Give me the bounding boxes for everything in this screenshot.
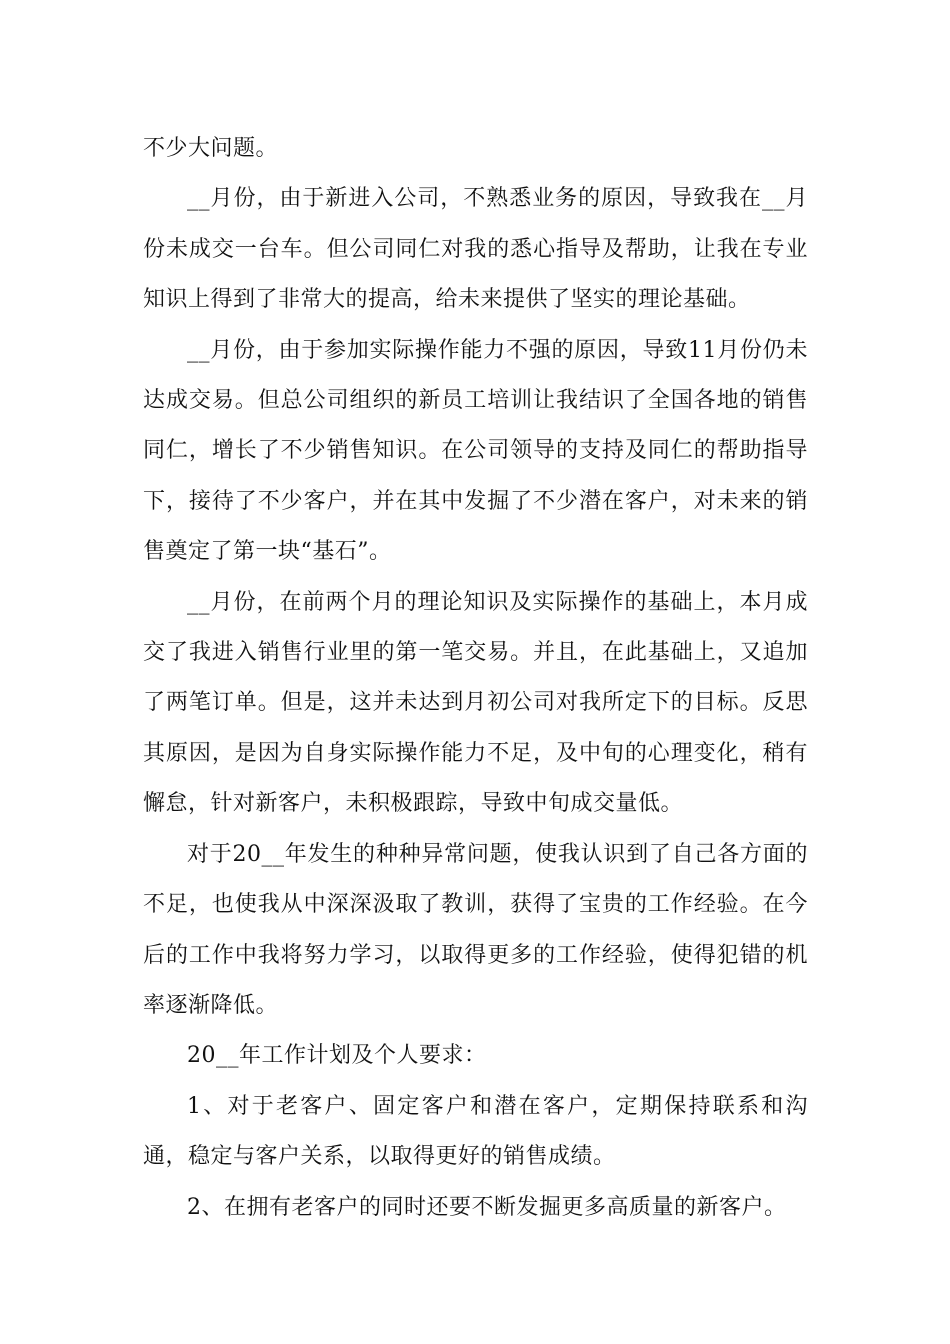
paragraph-1: 不少大问题。 <box>143 136 279 161</box>
paragraph-3: __月份，由于参加实际操作能力不强的原因，导致11月份仍未达成交易。但总公司组织的新员工培训让我结识了全国各地的销售同仁，增长了不少销售知识。在公司领导的支持及同仁的帮助指导下，接待了不少客户，并在其中发掘了不少潜在客户，对未来的销售奠定了第一块“基石”。 <box>143 337 808 565</box>
list-item-1: 1、对于老客户、固定客户和潜在客户，定期保持联系和沟通，稳定与客户关系，以取得更好的销售成绩。 <box>143 1093 808 1170</box>
document-body <box>143 124 808 1233</box>
paragraph-4: __月份，在前两个月的理论知识及实际操作的基础上，本月成交了我进入销售行业里的第一笔交易。并且，在此基础上，又追加了两笔订单。但是，这并未达到月初公司对我所定下的目标。反思其原因，是因为自身实际操作能力不足，及中旬的心理变化，稍有懈怠，针对新客户，未积极跟踪，导致中旬成交量低。 <box>143 589 808 817</box>
list-item-2: 2、在拥有老客户的同时还要不断发掘更多高质量的新客户。 <box>187 1194 787 1220</box>
paragraph-5: 对于20__年发生的种种异常问题，使我认识到了自己各方面的不足，也使我从中深深汲取了教训，获得了宝贵的工作经验。在今后的工作中我将努力学习，以取得更多的工作经验，使得犯错的机率逐渐降低。 <box>143 841 808 1018</box>
paragraph-2: __月份，由于新进入公司，不熟悉业务的原因，导致我在__月份未成交一台车。但公司同仁对我的悉心指导及帮助，让我在专业知识上得到了非常大的提高，给未来提供了坚实的理论基础。 <box>143 186 808 313</box>
section-heading-work-plan: 20__年工作计划及个人要求： <box>187 1043 487 1069</box>
